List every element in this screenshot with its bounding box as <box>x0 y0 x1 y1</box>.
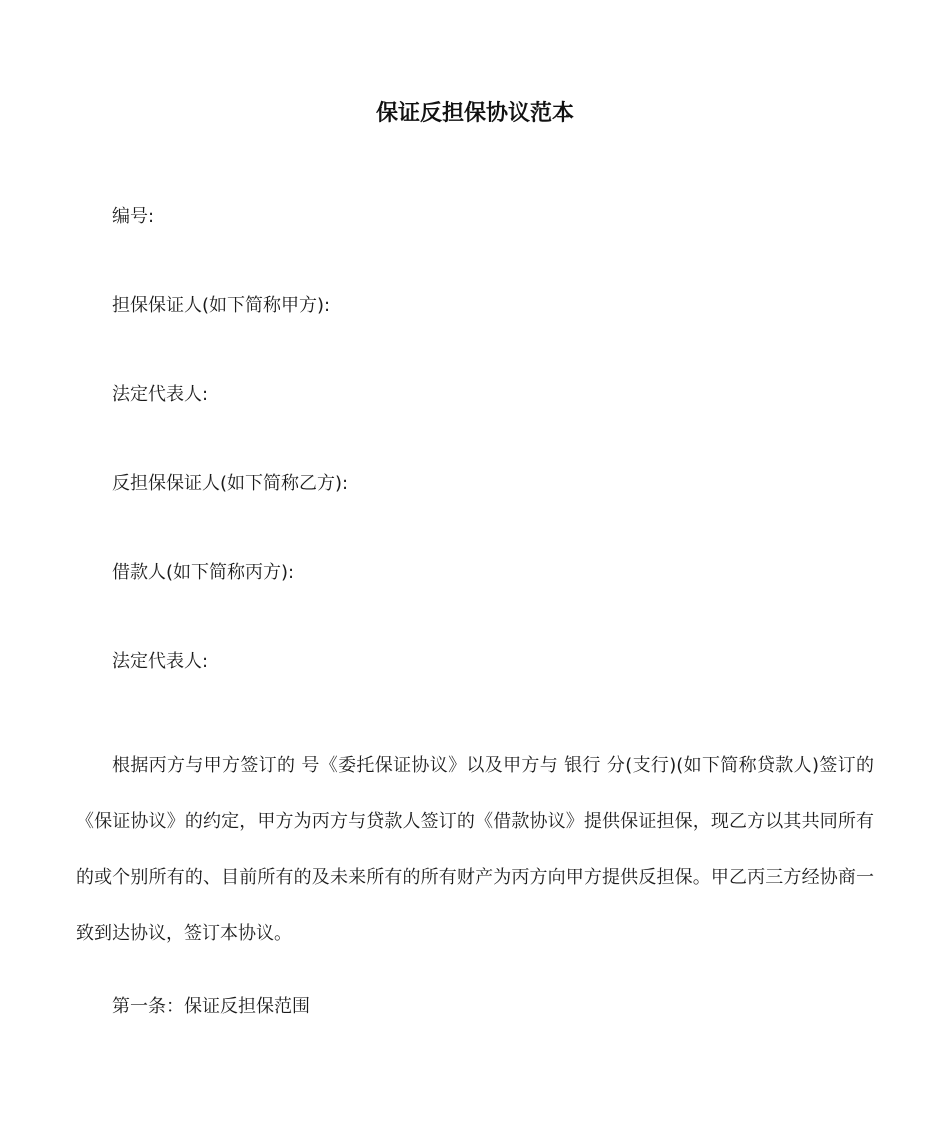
field-guarantor-party-a: 担保保证人(如下简称甲方): <box>112 295 331 316</box>
field-legal-representative-c: 法定代表人: <box>112 651 209 672</box>
field-counter-guarantor-party-b: 反担保保证人(如下简称乙方): <box>112 473 349 494</box>
field-serial-number: 编号: <box>112 206 155 227</box>
article-1-heading: 第一条：保证反担保范围 <box>112 996 310 1017</box>
page-title: 保证反担保协议范本 <box>375 101 574 126</box>
field-legal-representative-a: 法定代表人: <box>112 384 209 405</box>
field-borrower-party-c: 借款人(如下简称丙方): <box>112 562 295 583</box>
preamble-paragraph: 根据丙方与甲方签订的 号《委托保证协议》以及甲方与 银行 分(支行)(如下简称贷款人)签订的《保证协议》的约定，甲方为丙方与贷款人签订的《借款协议》提供保证担保，现乙方以其共同所有的或个别所有的、目前所有的及未来所有的所有财产为丙方向甲方提供反担保。甲乙丙三方经协商一致到达协议，签订本协议。 <box>76 755 874 944</box>
